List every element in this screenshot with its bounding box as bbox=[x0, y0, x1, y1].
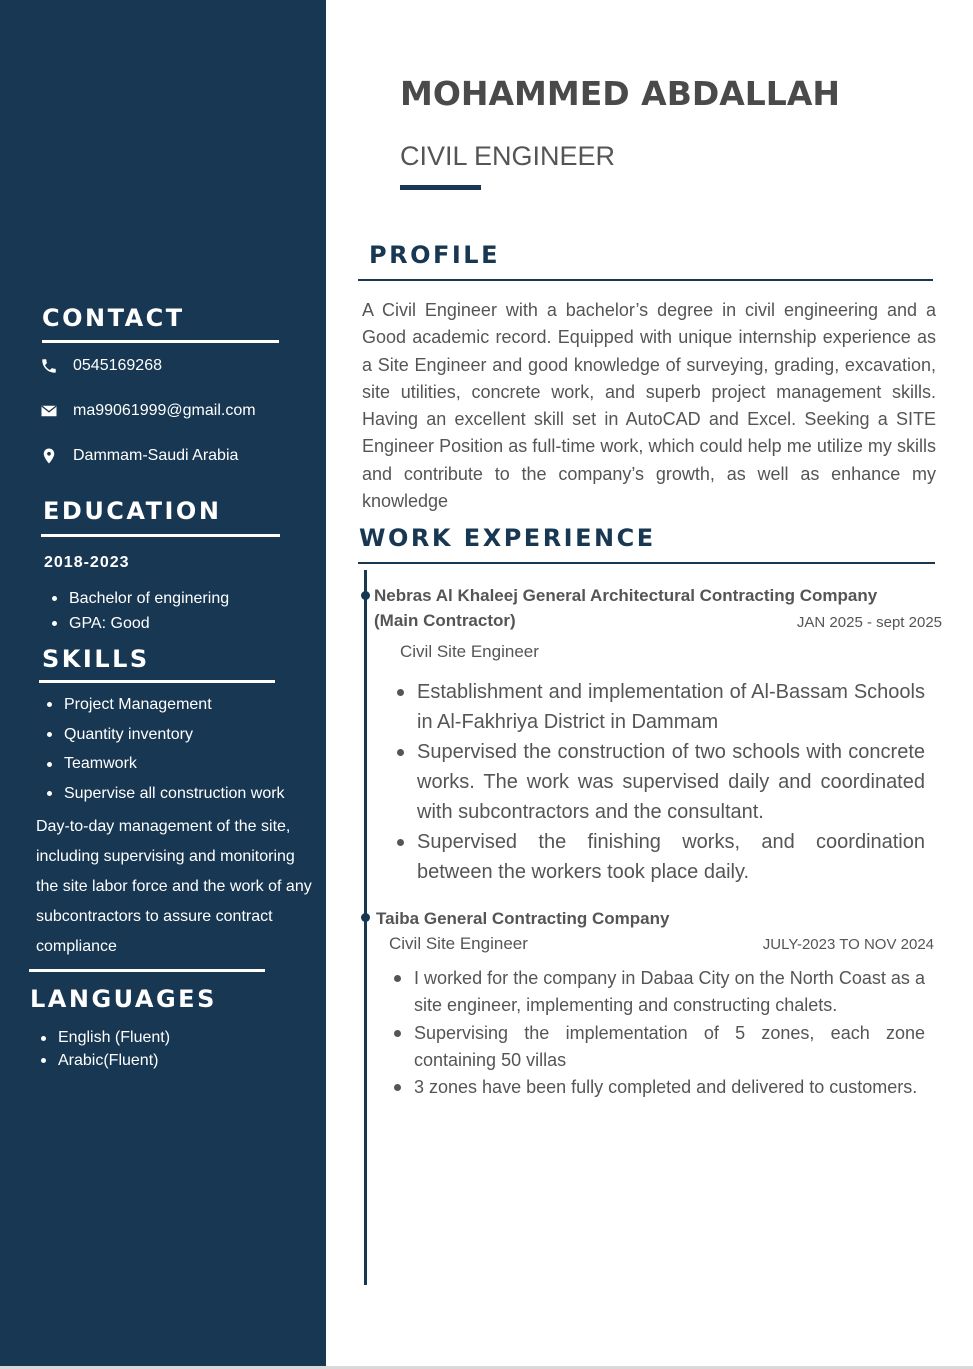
contact-email bbox=[40, 399, 256, 423]
candidate-name: MOHAMMED ABDALLAH bbox=[400, 74, 840, 113]
job-role: Civil Site Engineer bbox=[400, 642, 539, 661]
job-dates: JAN 2025 - sept 2025 bbox=[796, 614, 942, 631]
list-item: Supervised the finishing works, and coordination between the workers took place daily. bbox=[417, 827, 925, 887]
education-heading: EDUCATION bbox=[43, 497, 222, 525]
job-company-note: (Main Contractor) bbox=[374, 611, 516, 630]
skills-heading: SKILLS bbox=[42, 645, 150, 673]
title-accent-bar bbox=[400, 185, 481, 190]
location-pin-icon bbox=[40, 447, 58, 465]
list-item: I worked for the company in Dabaa City on the North Coast as a site engineer, implementing and constructing chalets. bbox=[414, 965, 925, 1020]
education-divider bbox=[41, 534, 280, 537]
list-item: Supervised the construction of two schools with concrete works. The work was supervised daily and coordinated with subcontractors and the consultant. bbox=[417, 737, 925, 827]
sidebar bbox=[0, 0, 326, 1366]
phone-text: 0545169268 bbox=[73, 357, 162, 374]
job-company: Taiba General Contracting Company bbox=[376, 909, 670, 928]
work-experience-heading: WORK EXPERIENCE bbox=[359, 524, 656, 552]
phone-icon bbox=[40, 357, 58, 375]
profile-text: A Civil Engineer with a bachelor’s degree in civil engineering and a Good academic record. Equipped with unique internship experience as a Site Engineer and good knowledge of surveying, grading, excavation, site utilities, concrete work, and superb project management skills. Having an excellent skill set in AutoCAD and Excel. Seeking a SITE Engineer Position as full-time work, which could help me utilize my skills and contribute to the company’s growth, as well as enhance my knowledge bbox=[362, 300, 936, 512]
education-list bbox=[69, 586, 229, 636]
list-item: English (Fluent) bbox=[58, 1027, 170, 1050]
mail-icon bbox=[40, 402, 58, 420]
list-item: Bachelor of enginering bbox=[69, 586, 229, 611]
education-years: 2018-2023 bbox=[44, 554, 130, 571]
job-dates: JULY-2023 TO NOV 2024 bbox=[762, 936, 934, 953]
contact-heading: CONTACT bbox=[42, 304, 185, 332]
list-item: 3 zones have been fully completed and delivered to customers. bbox=[414, 1074, 925, 1101]
location-text: Dammam-Saudi Arabia bbox=[73, 447, 239, 464]
job-company: Nebras Al Khaleej General Architectural Contracting Company bbox=[374, 586, 878, 605]
timeline-dot bbox=[361, 591, 370, 600]
job-role: Civil Site Engineer bbox=[389, 934, 528, 953]
languages-divider bbox=[29, 969, 265, 972]
list-item: Quantity inventory bbox=[64, 720, 285, 750]
list-item: Establishment and implementation of Al-Bassam Schools in Al-Fakhriya District in Dammam bbox=[417, 677, 925, 737]
job-bullets bbox=[414, 965, 925, 1101]
skills-divider bbox=[39, 680, 275, 683]
list-item: Arabic(Fluent) bbox=[58, 1050, 170, 1073]
languages-list bbox=[58, 1027, 170, 1072]
languages-heading: LANGUAGES bbox=[30, 985, 217, 1013]
contact-divider bbox=[42, 340, 279, 343]
list-item: Supervising the implementation of 5 zones, each zone containing 50 villas bbox=[414, 1020, 925, 1075]
contact-phone bbox=[40, 354, 162, 378]
email-text: ma99061999@gmail.com bbox=[73, 402, 256, 419]
list-item: Supervise all construction work bbox=[64, 779, 285, 809]
timeline-dot bbox=[361, 913, 370, 922]
contact-location bbox=[40, 444, 238, 468]
list-item: Project Management bbox=[64, 690, 285, 720]
work-experience-divider bbox=[358, 562, 935, 564]
list-item: GPA: Good bbox=[69, 611, 229, 636]
job-bullets bbox=[417, 677, 925, 887]
candidate-title: CIVIL ENGINEER bbox=[400, 141, 616, 171]
profile-divider bbox=[358, 279, 933, 281]
skills-list bbox=[64, 690, 285, 809]
list-item: Teamwork bbox=[64, 749, 285, 779]
skills-description: Day-to-day management of the site, including supervising and monitoring the site labor force and the work of any subcontractors to assure contract compliance bbox=[36, 818, 312, 955]
timeline-line bbox=[364, 570, 367, 1285]
profile-heading: PROFILE bbox=[369, 241, 500, 269]
